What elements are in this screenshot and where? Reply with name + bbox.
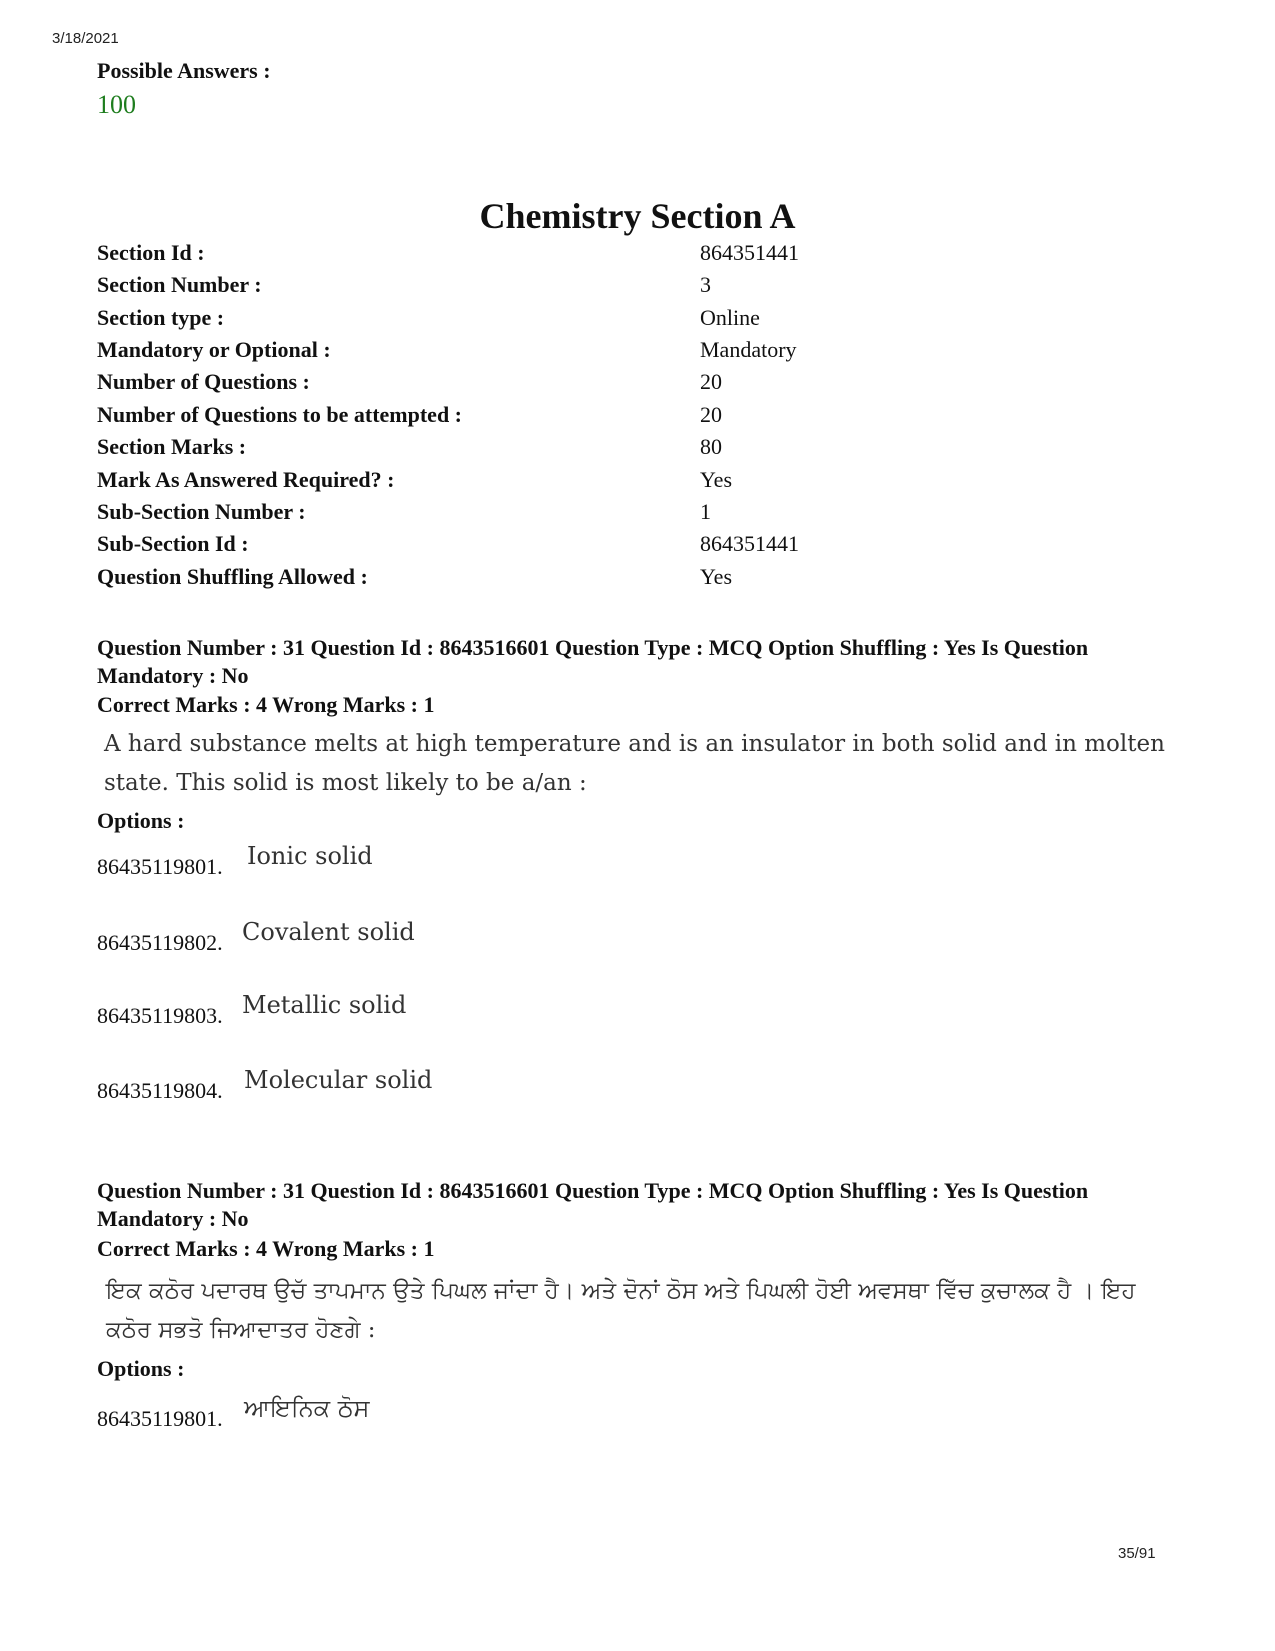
options-label: Options : [97, 1356, 185, 1381]
section-value: Online [700, 305, 760, 330]
question-header: Question Number : 31 Question Id : 8643516601 Question Type : MCQ Option Shuffling : Yes Is Question Mandatory : No [97, 635, 1089, 688]
option-text: Ionic solid [247, 842, 373, 870]
section-value: 20 [700, 369, 722, 394]
print-date: 3/18/2021 [52, 30, 119, 47]
section-key: Section Number : [97, 272, 262, 297]
section-value: 20 [700, 402, 722, 427]
section-value: 1 [700, 499, 711, 524]
option-id: 86435119804. [97, 1078, 223, 1103]
section-row [97, 240, 897, 273]
section-row [97, 499, 897, 532]
page-number: 35/91 [1118, 1545, 1156, 1562]
section-value: 3 [700, 272, 711, 297]
possible-answers-value: 100 [97, 90, 136, 119]
section-key: Mark As Answered Required? : [97, 467, 395, 492]
question-header: Question Number : 31 Question Id : 8643516601 Question Type : MCQ Option Shuffling : Yes Is Question Mandatory : No [97, 1178, 1089, 1231]
section-row [97, 337, 897, 370]
section-row [97, 531, 897, 564]
section-key: Number of Questions to be attempted : [97, 402, 463, 427]
section-title: Chemistry Section A [479, 196, 796, 236]
section-value: Yes [700, 564, 733, 589]
section-key: Section Marks : [97, 434, 247, 459]
section-row [97, 305, 897, 338]
section-row [97, 467, 897, 500]
option-text: Molecular solid [244, 1066, 433, 1094]
section-key: Section type : [97, 305, 225, 330]
section-row [97, 272, 897, 305]
option-text: ਆਇਨਿਕ ਠੋਸ [244, 1394, 370, 1422]
section-row [97, 564, 897, 597]
option-id: 86435119801. [97, 1406, 223, 1431]
section-value: 864351441 [700, 531, 799, 556]
section-value: Mandatory [700, 337, 797, 362]
options-label: Options : [97, 808, 185, 833]
possible-answers-label: Possible Answers : [97, 58, 271, 83]
section-row [97, 369, 897, 402]
option-text: Metallic solid [242, 991, 407, 1019]
option-id: 86435119802. [97, 930, 223, 955]
section-key: Question Shuffling Allowed : [97, 564, 368, 589]
question-marks: Correct Marks : 4 Wrong Marks : 1 [97, 1236, 435, 1261]
section-value: Yes [700, 467, 733, 492]
question-stem: ਇਕ ਕਠੋਰ ਪਦਾਰਥ ਉਚੱ ਤਾਪਮਾਨ ਉਤੇ ਪਿਘਲ ਜਾਂਦਾ ਹੈ। ਅਤੇ ਦੋਨਾਂ ਠੋਸ ਅਤੇ ਪਿਘਲੀ ਹੋਈ ਅਵਸਥਾ ਵਿੱਚ ਕੁਚਾਲਕ ਹੈ । ਇਹ ਕਠੋਰ ਸਭਤੋ ਜਿਆਦਾਤਰ ਹੋਣਗੇ : [106, 1278, 1136, 1343]
section-key: Sub-Section Id : [97, 531, 249, 556]
question-marks: Correct Marks : 4 Wrong Marks : 1 [97, 692, 435, 717]
section-value: 80 [700, 434, 722, 459]
section-row [97, 434, 897, 467]
option-text: Covalent solid [242, 918, 415, 946]
section-key: Number of Questions : [97, 369, 310, 394]
section-key: Section Id : [97, 240, 205, 265]
section-key: Sub-Section Number : [97, 499, 306, 524]
option-id: 86435119801. [97, 854, 223, 879]
section-value: 864351441 [700, 240, 799, 265]
section-row [97, 402, 897, 435]
section-key: Mandatory or Optional : [97, 337, 331, 362]
option-id: 86435119803. [97, 1003, 223, 1028]
question-stem: A hard substance melts at high temperature and is an insulator in both solid and in molten state. This solid is most likely to be a/an : [104, 731, 1165, 796]
